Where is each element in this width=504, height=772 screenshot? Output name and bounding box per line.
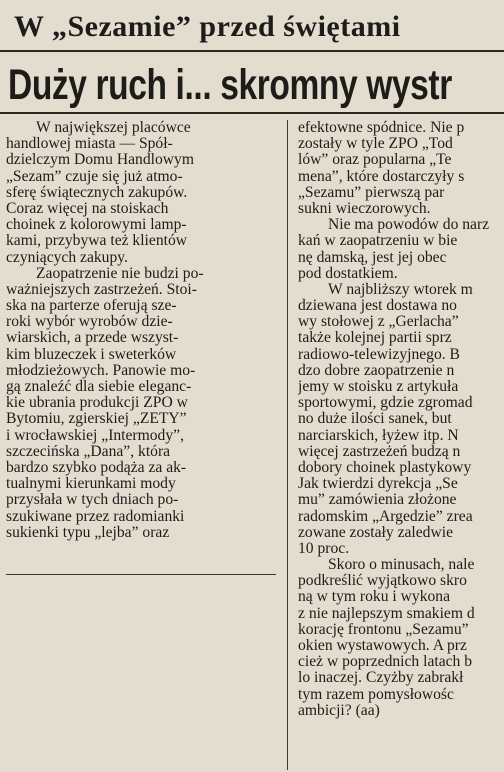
text-line: cież w poprzednich latach b — [298, 653, 473, 671]
text-line: Nie ma powodów do narz — [328, 216, 490, 234]
text-line: z nie najlepszym smakiem d — [298, 604, 475, 622]
text-line: gą znaleźć dla siebie eleganc- — [6, 378, 192, 395]
text-line: i wrocławskiej „Intermody”, — [6, 426, 184, 444]
text-line: radomskim „Argedzie” zrea — [298, 507, 473, 525]
text-line: sportowymi, gdzie zgromad — [298, 394, 473, 412]
headline: Duży ruch i... skromny wystr — [8, 61, 452, 109]
article-column-left — [6, 120, 276, 541]
text-line: sferę świątecznych zakupów. — [6, 183, 188, 201]
text-line: pod dostatkiem. — [298, 264, 398, 282]
text-line: okien wystawowych. A prz — [298, 637, 467, 654]
kicker-title: W „Sezamie” przed świętami — [14, 10, 401, 43]
text-line: szukiwane przez radomianki — [6, 507, 185, 525]
top-rule — [0, 50, 504, 52]
text-line: ska na parterze oferują sze- — [6, 297, 177, 315]
text-line: lo inaczej. Czyżby zabrakł — [298, 669, 464, 687]
text-line: W największej placówce — [36, 120, 191, 136]
text-line: dziewana jest dostawa no — [298, 297, 457, 315]
text-line: Coraz więcej na stoiskach — [6, 199, 169, 217]
text-line: wiarskich, a przede wszyst- — [6, 329, 179, 347]
text-line: kań w zaopatrzeniu w bie — [298, 232, 458, 250]
article-column-right — [298, 120, 504, 719]
text-line: ambicji? (aa) — [298, 701, 380, 719]
text-line: dzo dobre zaopatrzenie n — [298, 361, 455, 379]
text-line: radiowo-telewizyjnego. B — [298, 345, 460, 363]
text-line: nę damską, jest jej obec — [298, 248, 447, 266]
text-line: tym razem pomysłowośc — [298, 685, 454, 703]
text-line: wy stołowej z „Gerlacha” — [298, 313, 459, 331]
text-line: jemy w stoisku z artykuła — [298, 378, 459, 395]
text-line: ważniejszych zastrzeżeń. Stoi- — [6, 280, 197, 298]
text-line: mu” zamówienia złożone — [298, 491, 457, 509]
text-line: kim bluzeczek i sweterków — [6, 345, 177, 363]
headline-rule — [0, 112, 504, 114]
text-line: Bytomiu, zgierskiej „ZETY” — [6, 410, 187, 428]
text-line: „Sezam” czuje się już atmo- — [6, 167, 183, 185]
text-line: sukienki typu „lejba” oraz — [6, 523, 170, 541]
text-line: także kolejnej partii sprz — [298, 329, 452, 347]
text-line: choinek z kolorowymi lamp- — [6, 216, 187, 234]
text-line: 10 proc. — [298, 539, 350, 557]
text-line: lów” oraz popularna „Te — [298, 151, 452, 169]
text-line: tualnymi kierunkami mody — [6, 475, 176, 493]
text-line: zowane zostały zaledwie — [298, 523, 453, 541]
text-line: kami, przybywa też klientów — [6, 232, 188, 250]
text-line: czyniących zakupy. — [6, 248, 128, 266]
column-divider — [287, 120, 288, 770]
text-line: kie ubrania produkcji ZPO w — [6, 394, 188, 412]
text-line: Jak twierdzi dyrekcja „Se — [298, 475, 458, 493]
text-line: bardzo szybko podąża za ak- — [6, 458, 187, 476]
text-line: sukni wieczorowych. — [298, 199, 431, 217]
text-line: no duże ilości sanek, but — [298, 410, 452, 428]
text-line: „Sezamu” pierwszą par — [298, 183, 445, 201]
text-line: Zaopatrzenie nie budzi po- — [36, 264, 204, 282]
text-line: więcej zastrzeżeń budzą n — [298, 442, 461, 460]
text-line: mena”, które dostarczyły s — [298, 167, 465, 185]
text-line: Skoro o minusach, nale — [328, 556, 475, 574]
text-line: zostały w tyle ZPO „Tod — [298, 135, 453, 153]
text-line: dzielczym Domu Handlowym — [6, 151, 194, 169]
text-line: podkreślić wyjątkowo skro — [298, 572, 467, 590]
column-end-rule — [6, 574, 276, 575]
text-line: W najbliższy wtorek m — [328, 280, 473, 298]
text-line: korację frontonu „Sezamu” — [298, 620, 469, 638]
text-line: dobory choinek plastykowy — [298, 458, 472, 476]
text-line: młodzieżowych. Panowie mo- — [6, 361, 196, 379]
text-line: ną w tym roku i wykona — [298, 588, 451, 606]
text-line: efektowne spódnice. Nie p — [298, 120, 465, 136]
text-line: handlowej miasta — Spół- — [6, 135, 173, 153]
text-line: szczecińska „Dana”, która — [6, 442, 171, 460]
text-line: przysłała w tych dniach po- — [6, 491, 179, 509]
text-line: narciarskich, łyżew itp. N — [298, 426, 459, 444]
text-line: roki wybór wyrobów dzie- — [6, 313, 173, 331]
